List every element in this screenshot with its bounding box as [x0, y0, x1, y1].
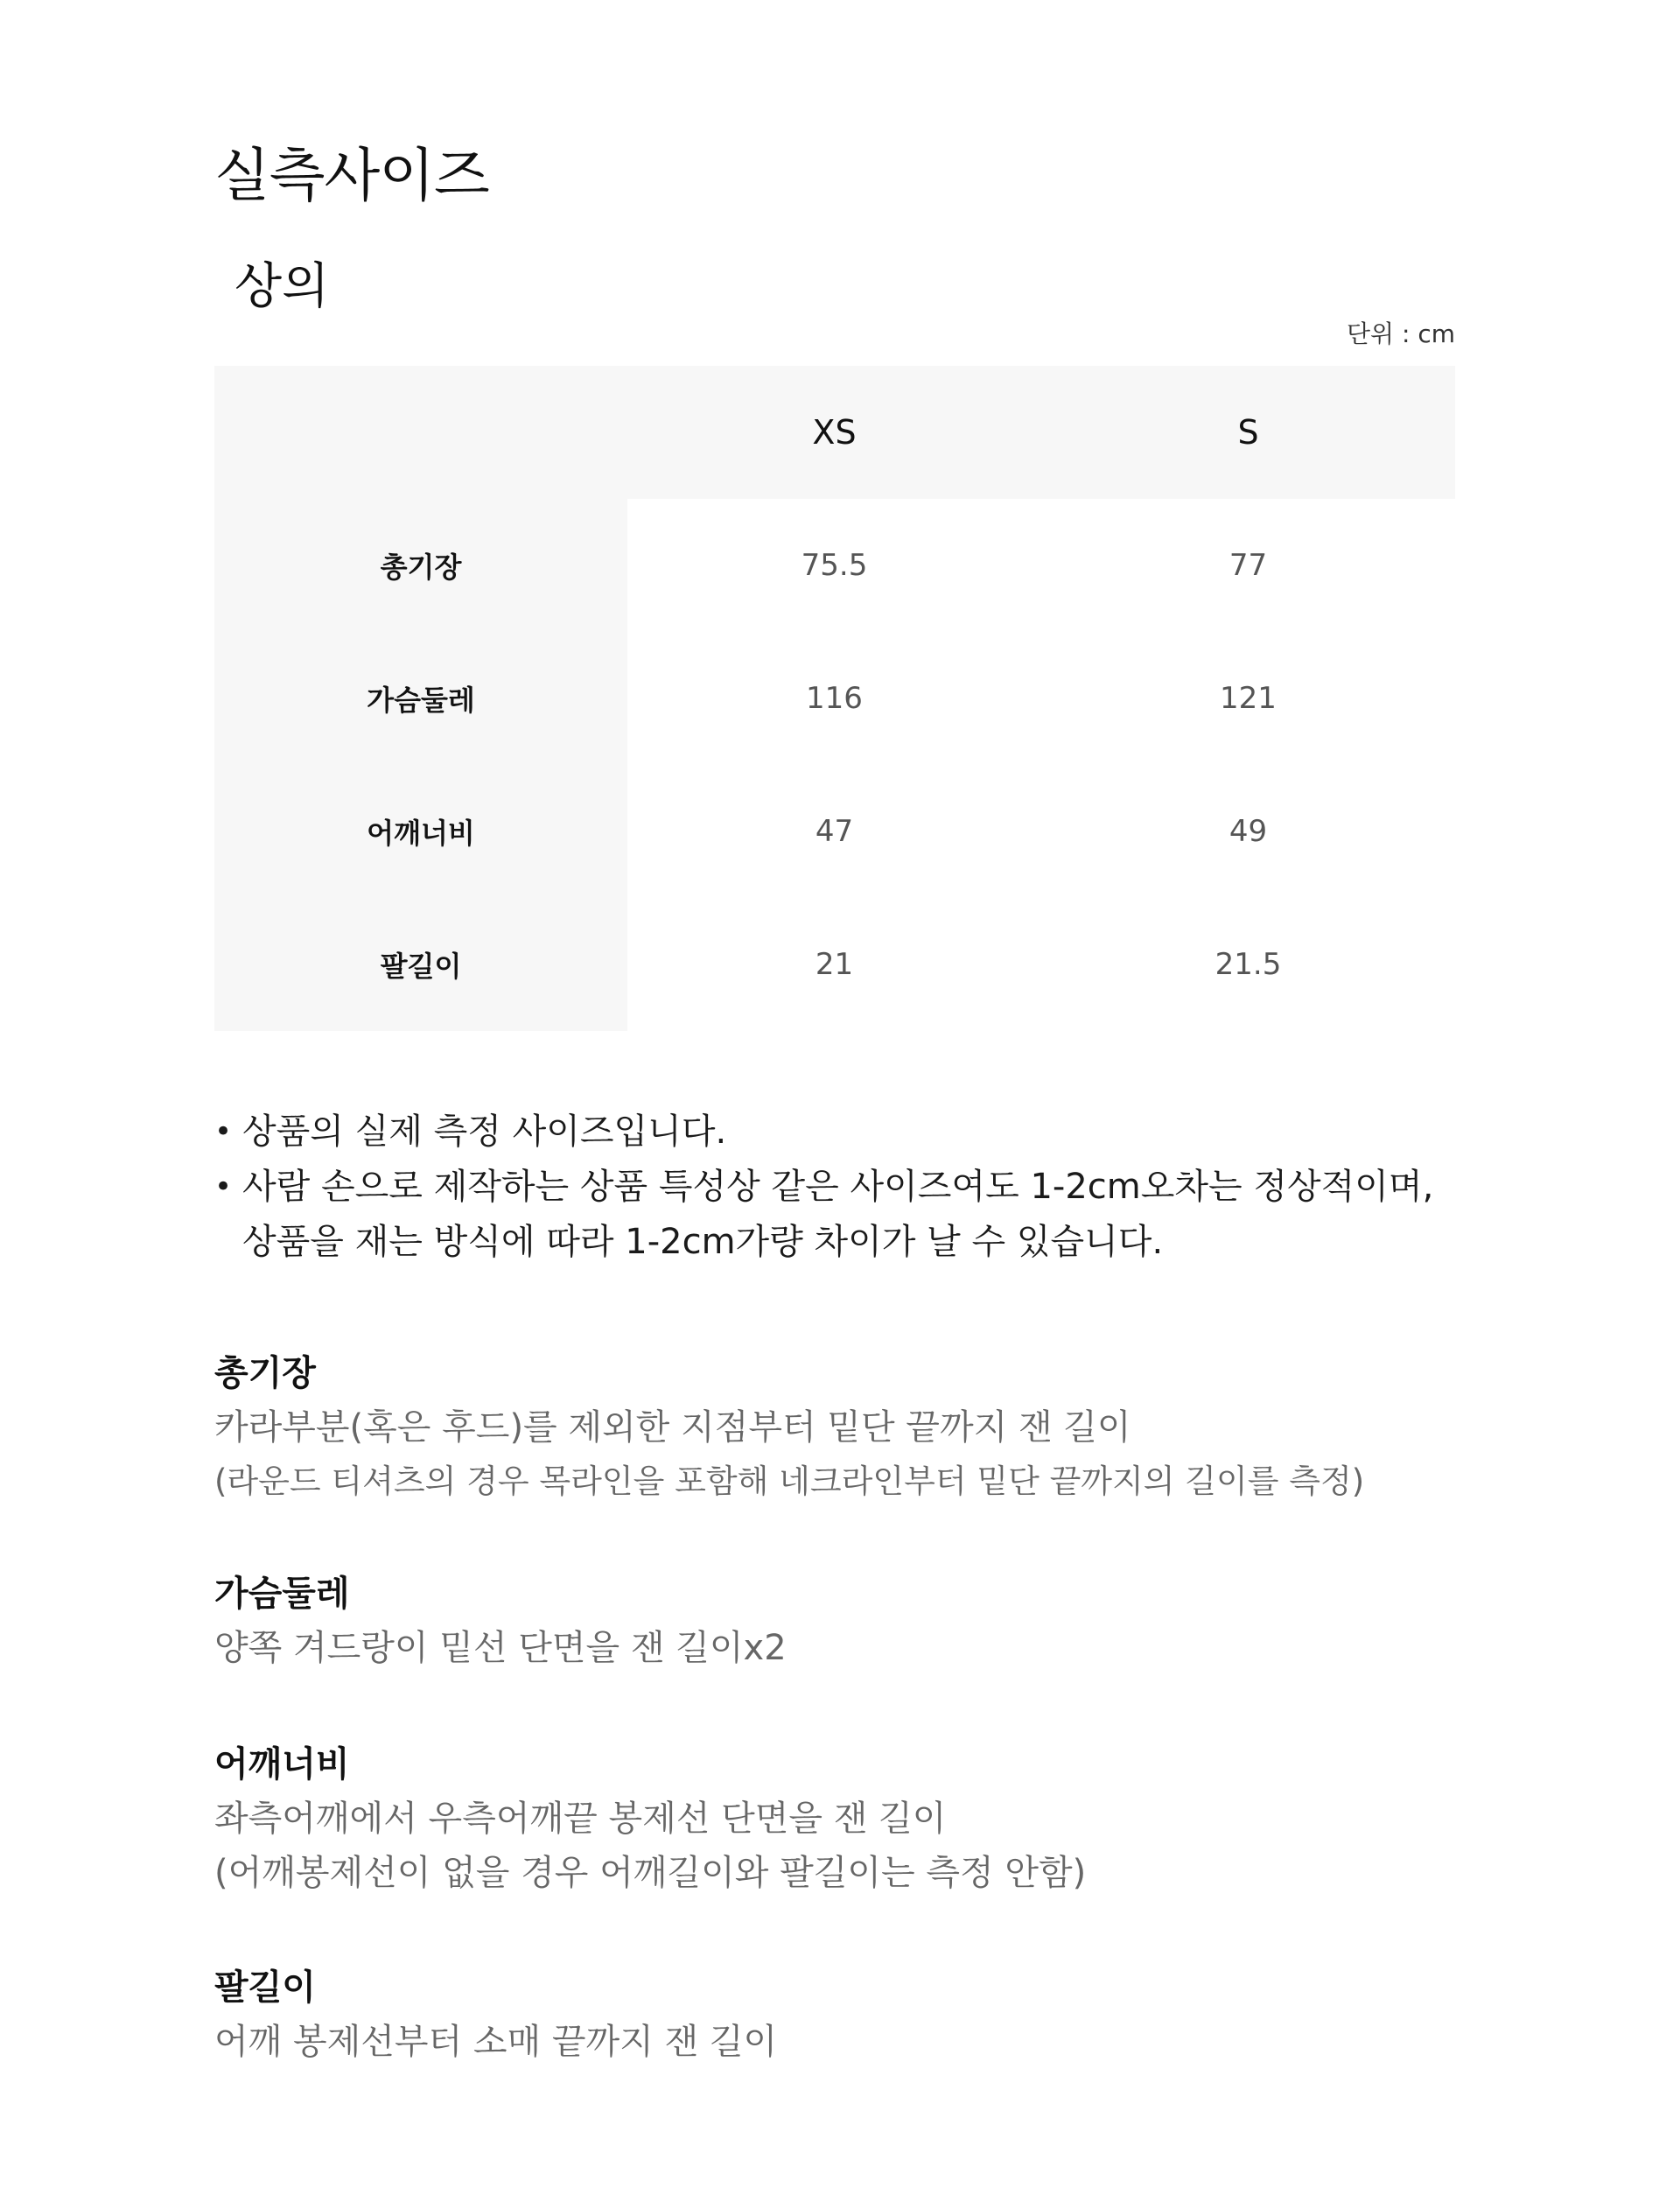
- table-cell: 121: [1041, 632, 1455, 765]
- table-row: [214, 499, 1455, 632]
- description-title: 어깨너비: [214, 1744, 350, 1785]
- bullet-icon: •: [214, 1114, 233, 1149]
- table-corner-cell: [214, 366, 627, 499]
- table-cell: 77: [1041, 499, 1455, 632]
- table-row: [214, 632, 1455, 765]
- table-cell: 116: [627, 632, 1041, 765]
- unit-label: 단위 : cm: [1346, 319, 1455, 348]
- note-text: 상품을 재는 방식에 따라 1-2cm가량 차이가 날 수 있습니다.: [242, 1222, 1164, 1262]
- note-text: 상품의 실제 측정 사이즈입니다.: [242, 1112, 727, 1152]
- note-item: [214, 1160, 1433, 1270]
- description-total-length: [214, 1346, 1364, 1509]
- description-text: (어깨봉제선이 없을 경우 어깨길이와 팔길이는 측정 안함): [214, 1853, 1087, 1893]
- column-header-xs: XS: [812, 413, 857, 452]
- row-label: 가슴둘레: [214, 632, 627, 765]
- description-text: 카라부분(혹은 후드)를 제외한 지점부터 밑단 끝까지 잰 길이: [214, 1407, 1131, 1448]
- table-row: [214, 898, 1455, 1031]
- table-cell: 21.5: [1041, 898, 1455, 1031]
- row-label: 어깨너비: [214, 765, 627, 898]
- row-label: 총기장: [214, 499, 627, 632]
- description-shoulder: [214, 1737, 1086, 1900]
- table-cell: 49: [1041, 765, 1455, 898]
- note-item: [214, 1105, 1433, 1160]
- description-text: 양쪽 겨드랑이 밑선 단면을 잰 길이x2: [214, 1628, 787, 1668]
- table-cell: 75.5: [627, 499, 1041, 632]
- description-text: 어깨 봉제선부터 소매 끝까지 잰 길이: [214, 2022, 778, 2062]
- section-subtitle: 상의: [234, 258, 330, 315]
- description-chest: [214, 1567, 787, 1675]
- table-row: [214, 765, 1455, 898]
- notes-list: [214, 1105, 1433, 1270]
- column-header-s: S: [1237, 413, 1259, 452]
- bullet-icon: •: [214, 1169, 233, 1204]
- description-title: 팔길이: [214, 1967, 316, 2008]
- description-sleeve: [214, 1960, 777, 2069]
- description-text: (라운드 티셔츠의 경우 목라인을 포함해 네크라인부터 밑단 끝까지의 길이를 측정): [214, 1462, 1365, 1500]
- note-text: 사람 손으로 제작하는 상품 특성상 같은 사이즈여도 1-2cm오차는 정상적이며,: [242, 1167, 1434, 1207]
- table-cell: 21: [627, 898, 1041, 1031]
- table-cell: 47: [627, 765, 1041, 898]
- table-header-row: [214, 366, 1455, 499]
- description-text: 좌측어깨에서 우측어깨끝 봉제선 단면을 잰 길이: [214, 1799, 947, 1839]
- description-title: 총기장: [214, 1353, 316, 1393]
- size-table: [214, 366, 1455, 1031]
- row-label: 팔길이: [214, 898, 627, 1031]
- description-title: 가슴둘레: [214, 1574, 350, 1614]
- page-title: 실측사이즈: [214, 142, 489, 209]
